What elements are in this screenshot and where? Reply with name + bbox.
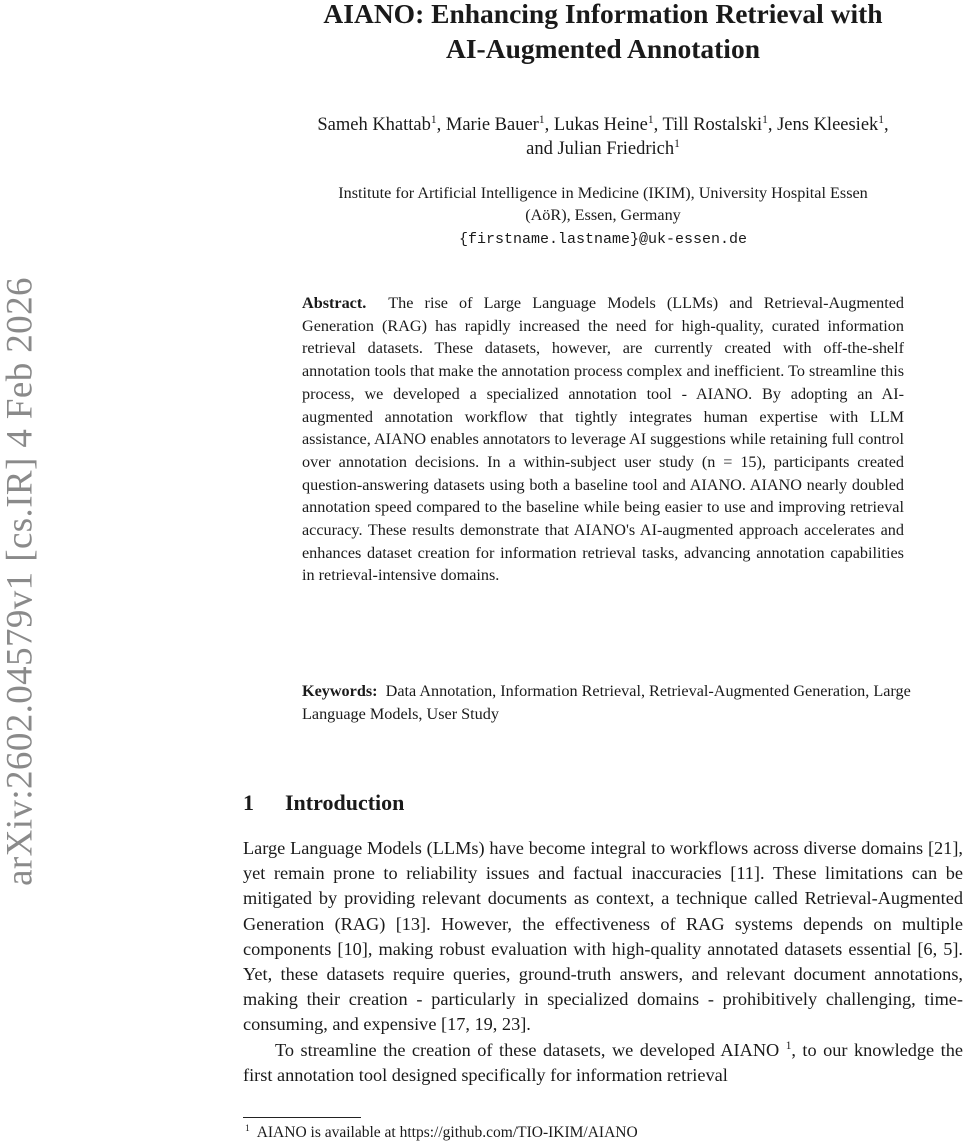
- author-list: [243, 113, 963, 161]
- author-line-1: [243, 113, 963, 137]
- keywords: [302, 680, 932, 725]
- section-title: Introduction: [285, 790, 405, 815]
- paragraph-text: , to our knowledge the first annotation tool designed specifically for information retrieval: [243, 1039, 963, 1085]
- footnote-rule: [243, 1117, 361, 1118]
- author-affiliation-mark: 1: [878, 113, 885, 126]
- affiliation-line-2: (AöR), Essen, Germany: [525, 206, 681, 224]
- footnote-mark: 1: [245, 1122, 250, 1134]
- abstract-text: The rise of Large Language Models (LLMs) and Retrieval-Augmented Generation (RAG) has rapidly increased the need for high-quality, curated information retrieval datasets. These datasets, however, are currently created with off-the-shelf annotation tools that make the annotation process complex and inefficient. To streamline this process, we developed a specialized annotation tool - AIANO. By adopting an AI-augmented annotation workflow that tightly integrates human expertise with LLM assistance, AIANO enables annotators to leverage AI suggestions while retaining full control over annotation decisions. In a within-subject user study (n = 15), participants created question-answering datasets using both a baseline tool and AIANO. AIANO nearly doubled annotation speed compared to the baseline while being easier to use and improving retrieval accuracy. These results demonstrate that AIANO's AI-augmented approach accelerates and enhances dataset creation for information retrieval tasks, advancing annotation capabilities in retrieval-intensive domains.: [302, 294, 904, 585]
- section-number: 1: [243, 790, 254, 815]
- abstract: [302, 292, 904, 587]
- author-line-2: [243, 137, 963, 161]
- author-conjunction: and: [526, 139, 558, 159]
- contact-email: {firstname.lastname}@uk-essen.de: [458, 231, 748, 248]
- paragraph: [243, 1038, 963, 1088]
- paper-title: [243, 0, 963, 66]
- keywords-label: Keywords:: [302, 682, 378, 700]
- author-affiliation-mark: 1: [647, 113, 654, 126]
- author-name: Jens Kleesiek: [777, 115, 879, 135]
- title-line-1: AIANO: Enhancing Information Retrieval with: [323, 0, 883, 29]
- section-heading: [243, 790, 404, 816]
- footnote-text: AIANO is available at https://github.com/TIO-IKIM/AIANO: [256, 1124, 638, 1141]
- author-affiliation-mark: 1: [762, 113, 768, 126]
- author-separator: ,: [653, 115, 663, 135]
- author-separator: ,: [884, 115, 889, 135]
- author-name: Julian Friedrich: [557, 139, 675, 159]
- abstract-label: Abstract.: [302, 294, 367, 312]
- affiliation-line-1: Institute for Artificial Intelligence in Medicine (IKIM), University Hospital Essen: [338, 184, 868, 202]
- keywords-text: Data Annotation, Information Retrieval, Retrieval-Augmented Generation, Large Language Models, User Study: [302, 682, 911, 723]
- author-name: Marie Bauer: [445, 115, 539, 135]
- arxiv-identifier: arXiv:2602.04579v1 [cs.IR] 4 Feb 2026: [0, 277, 41, 886]
- author-separator: ,: [767, 115, 778, 135]
- title-line-2: AI-Augmented Annotation: [446, 33, 760, 64]
- author-name: Sameh Khattab: [317, 115, 431, 135]
- author-affiliation-mark: 1: [538, 113, 545, 126]
- affiliation: [243, 182, 963, 226]
- author-separator: ,: [436, 115, 446, 135]
- author-affiliation-mark: 1: [430, 113, 437, 126]
- author-name: Lukas Heine: [553, 115, 648, 135]
- footnote-ref: 1: [785, 1039, 792, 1052]
- paragraph-text: To streamline the creation of these datasets, we developed AIANO: [275, 1039, 786, 1060]
- author-affiliation-mark: 1: [674, 137, 680, 150]
- footnote: [245, 1124, 638, 1142]
- body-text: [243, 836, 963, 1088]
- paragraph: Large Language Models (LLMs) have become integral to workflows across diverse domains [21], yet remain prone to reliability issues and factual inaccuracies [11]. These limitations can be mitigated by providing relevant documents as context, a technique called Retrieval-Augmented Generation (RAG) [13]. However, the effectiveness of RAG systems depends on multiple components [10], making robust evaluation with high-quality annotated datasets essential [6, 5]. Yet, these datasets require queries, ground-truth answers, and relevant document annotations, making their creation - particularly in specialized domains - prohibitively challenging, time-consuming, and expensive [17, 19, 23].: [243, 838, 963, 1035]
- author-name: Till Rostalski: [662, 115, 763, 135]
- author-separator: ,: [544, 115, 554, 135]
